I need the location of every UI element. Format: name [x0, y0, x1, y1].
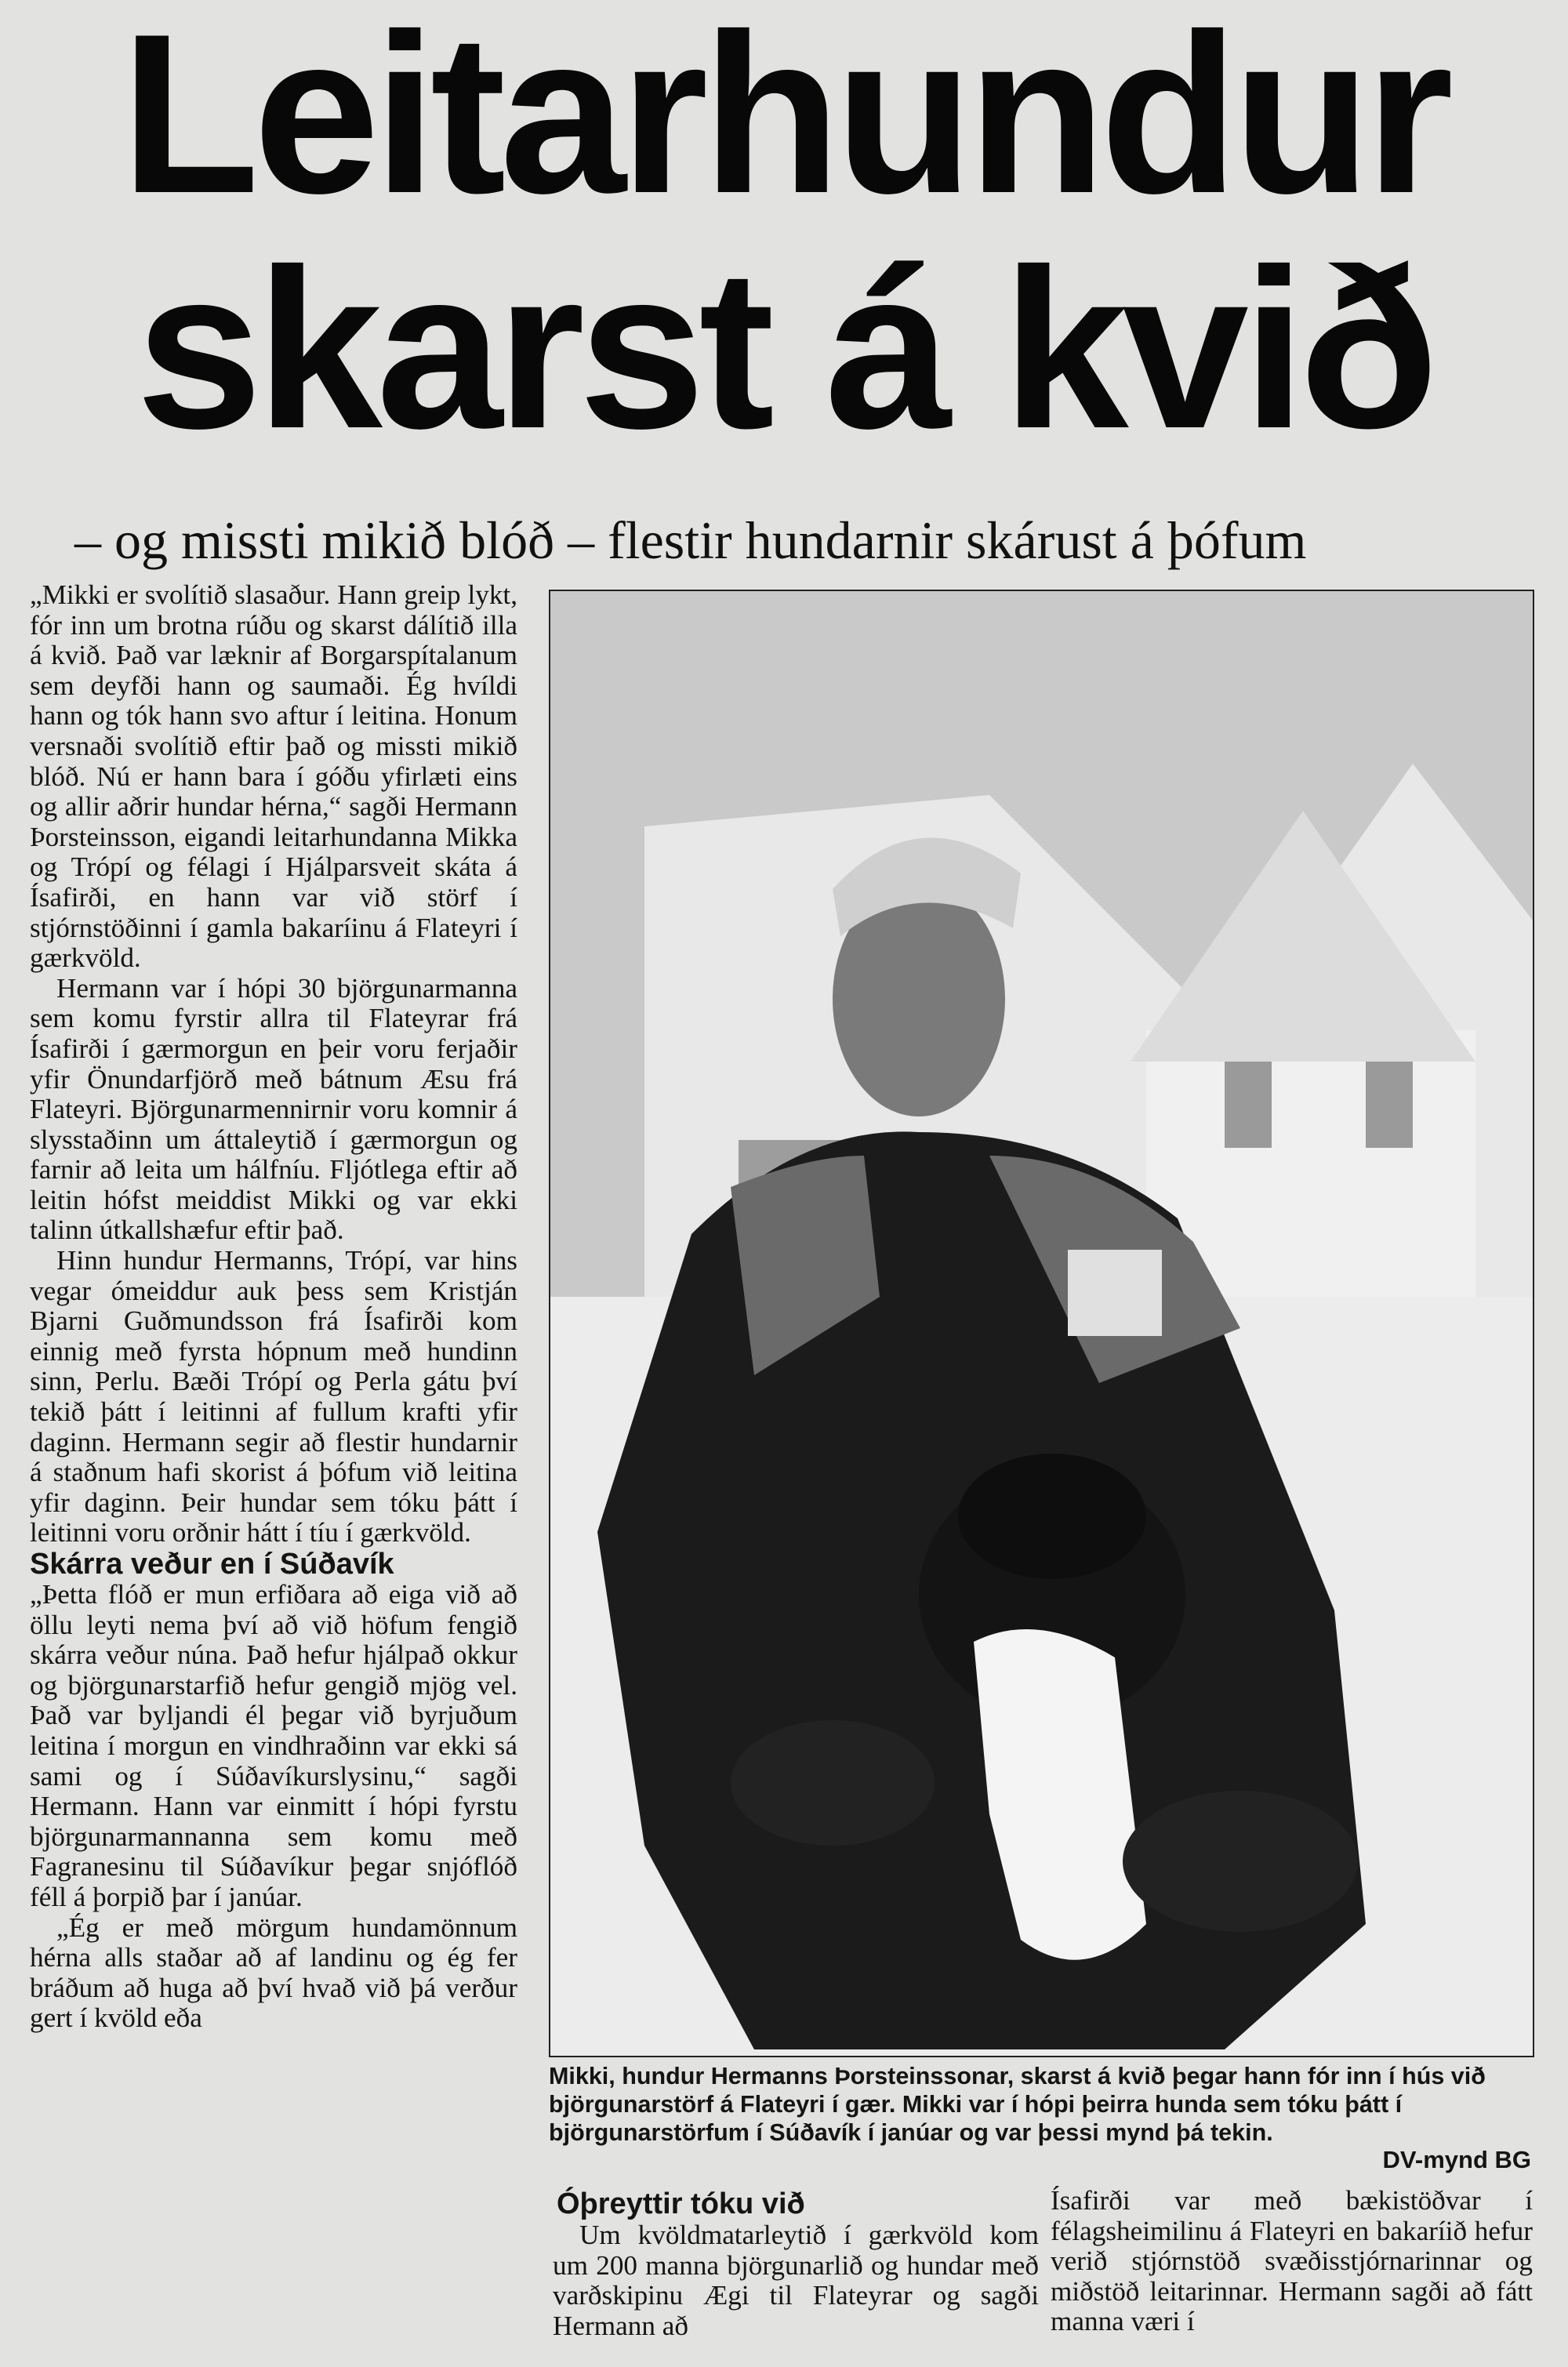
- paragraph: Hinn hundur Hermanns, Trópí, var hins vegar ómeiddur auk þess sem Kristján Bjarni Guðmundsson frá Ísafirði kom einnig með fyrsta hópnum með hundinn sinn, Perlu. Bæði Trópí og Perla gátu því tekið þátt í leitinni af fullum krafti yfir daginn. Hermann segir að flestir hundarnir á staðnum hafi skorist á þófum við leitina yfir daginn. Þeir hundar sem tóku þátt í leitinni voru orðnir hátt í tíu í gærkvöld.: [30, 1245, 517, 1548]
- news-photo: [549, 590, 1534, 2057]
- article-column-1: [30, 580, 517, 2367]
- headline-line2: skarst á kvið: [136, 222, 1432, 476]
- paragraph: Hermann var í hópi 30 björgunarmanna sem komu fyrstir allra til Flateyrar frá Ísafirði í gærmorgun en þeir voru ferjaðir yfir Önundarfjörð með bátnum Æsu frá Flateyri. Björgunarmennirnir voru komnir á slysstaðinn um áttaleytið í gærmorgun og farnir að leita um hálfníu. Fljótlega eftir að leitin hófst meiddist Mikki og var ekki talinn útkallshæfur eftir það.: [30, 972, 517, 1246]
- photo-caption: Mikki, hundur Hermanns Þorsteinssonar, skarst á kvið þegar hann fór inn í hús við björgunarstörf á Flateyri í gær. Mikki var í hópi þeirra hunda sem tóku þátt í björgunarstörfum í Súðavík í janúar og var þessi mynd þá tekin.: [549, 2063, 1486, 2146]
- subheadline: – og missti mikið blóð – flestir hundarnir skárust á þófum: [74, 510, 1307, 570]
- article-column-3: [1051, 2186, 1533, 2367]
- photo-credit: DV-mynd BG: [1382, 2146, 1531, 2173]
- paragraph: Um kvöldmatarleytið í gærkvöld kom um 200 manna björgunarlið og hundar með varðskipinu Ægi til Flateyrar og sagði Hermann að: [553, 2220, 1039, 2341]
- paragraph: „Ég er með mörgum hundamönnum hérna alls staðar að af landinu og ég fer bráðum að huga að því hvað við þá verður gert í kvöld eða: [30, 1911, 517, 2034]
- headline-line1: Leitarhundur: [120, 0, 1448, 241]
- crosshead: Óþreyttir tóku við: [557, 2187, 805, 2220]
- paragraph: „Mikki er svolítið slasaður. Hann greip lykt, fór inn um brotna rúðu og skarst dálítið illa á kvið. Það var læknir af Borgarspítalanum sem deyfði hann og saumaði. Ég hvíldi hann og tók hann svo aftur í leitina. Honum versnaði svolítið eftir það og missti mikið blóð. Nú er hann bara í góðu yfirlæti eins og allir aðrir hundar hérna,“ sagði Hermann Þorsteinsson, eigandi leitarhundanna Mikka og Trópí og félagi í Hjálparsveit skáta á Ísafirði, en hann var við störf í stjórnstöðinni í gamla bakaríinu á Flateyri í gærkvöld.: [30, 580, 517, 974]
- crosshead: Skárra veður en í Súðavík: [30, 1548, 394, 1581]
- paragraph: Ísafirði var með bækistöðvar í félagsheimilinu á Flateyri en bakaríið hefur verið stjórnstöð svæðisstjórnarinnar og miðstöð leitarinnar. Hermann sagði að fátt manna væri í: [1051, 2186, 1533, 2337]
- photo-illustration: [550, 591, 1533, 2056]
- paragraph: „Þetta flóð er mun erfiðara að eiga við að öllu leyti nema því að við höfum fengið skárra veður núna. Það hefur hjálpað okkur og björgunarstarfið hefur gengið mjög vel. Það var byljandi él þegar við byrjuðum leitina í morgun en vindhraðinn var ekki sá sami og í Súðavíkurslysinu,“ sagði Hermann. Hann var einmitt í hópi fyrstu björgunarmannanna sem komu með Fagranesinu til Súðavíkur þegar snjóflóð féll á þorpið þar í janúar.: [30, 1579, 517, 1912]
- article-column-2: [553, 2220, 1039, 2367]
